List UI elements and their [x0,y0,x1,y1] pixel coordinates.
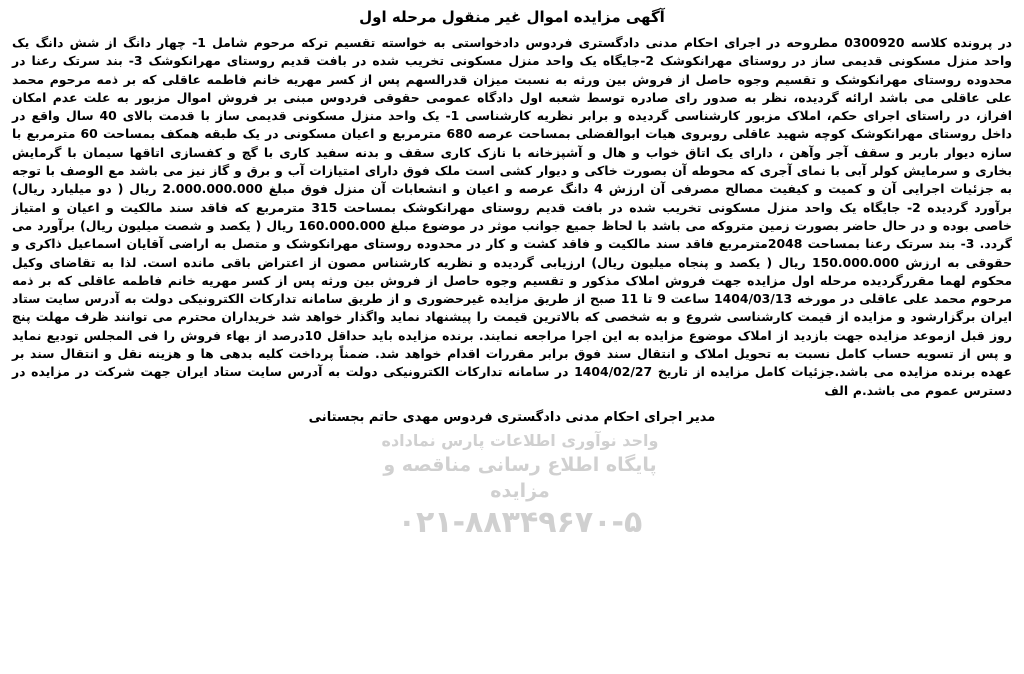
signature-line: مدیر اجرای احکام مدنی دادگستری فردوس مهدی حاتم بجستانی [308,409,716,425]
announcement-title: آگهی مزایده اموال غیر منقول مرحله اول [359,8,665,26]
watermark-brand: واحد نوآوری اطلاعات پارس نماداده [381,431,659,450]
watermark-phone: ۰۲۱-۸۸۳۴۹۶۷۰-۵ [397,505,643,540]
watermark-tagline: پایگاه اطلاع رسانی مناقصه و مزایده [383,454,657,502]
announcement-body: در پرونده کلاسه 0300920 مطروحه در اجرای احکام مدنی دادگستری فردوس دادخواستی به خواسته تقسیم ترکه مرحوم شامل 1- چهار دانگ از شش دانگ یک واحد منزل مسکونی قدیمی ساز در روستای مهرانکوشک 2-جایگاه یک واحد منزل مسکونی تخریب شده در بافت قدیم روستای مهرانکوشک 3- بند سرتک رعنا در محدوده روستای مهرانکوشک و تقسیم وجوه حاصل از فروش بین ورثه به نسبت میزان قدرالسهم پس از کسر مهریه خانم فاطمه عاقلی که بر ذمه مرحوم محمد علی عاقلی می باشد ارائه گردیده، نظر به صدور رای صادره توسط شعبه اول دادگاه عمومی حقوقی فردوس مبنی بر فروش اموال مزبور به علت عدم امکان افراز، در راستای اجرای حکم، املاک مزبور کارشناسی گردیده و برابر نظریه کارشناسی 1- یک واحد منزل مسکونی قدیمی ساز با قدمت بالای 40 سال واقع در داخل روستای مهرانکوشک کوچه شهید عاقلی روبروی هیات ابوالفضلی بمساحت عرصه 680 مترمربع و اعیان مسکونی در یک طبقه همکف بمساحت 60 مترمربع با سازه دیوار باربر و سقف آجر وآهن ، دارای یک اتاق خواب و هال و آشپزخانه با نازک کاری سقف و بدنه سفید کاری با گچ و کفسازی اتاقها سیمان با گرمایش بخاری و سرمایش کولر آبی با نمای آجری که محوطه آن بصورت خاکی و دیوار کشی است ملک فوق دارای امتیازات آب و برق و گاز نیز می باشد مع الوصف با توجه به جزئیات اجرایی آن و کمیت و کیفیت مصالح مصرفی آن ارزش 4 دانگ عرصه و اعیان و انشعابات آن منزل فوق مبلغ 2.000.000.000 ریال ( دو میلیارد ریال) برآورد گردیده 2- جایگاه یک واحد منزل مسکونی تخریب شده در بافت قدیم روستای مهرانکوشک بمساحت 315 مترمربع که فاقد سند مالکیت و اعیان و امتیاز خاصی بوده و در حال حاضر بصورت زمین متروکه می باشد با لحاظ جمیع جوانب موثر در موضوع مبلغ 160.000.000 ریال ( یکصد و شصت میلیون ریال) برآورد می گردد. 3- بند سرتک رعنا بمساحت 2048مترمربع فاقد سند مالکیت و فاقد کشت و کار در محدوده روستای مهرانکوشک و متصل به اراضی آقایان اسماعیل ذاکری و حقوقی به ارزش 150.000.000 ریال ( یکصد و پنجاه میلیون ریال) ارزیابی گردیده و نظریه کارشناس مصون از اعتراض باقی مانده است. لذا به تقاضای وکیل محکوم لهما مقررگردیده مرحله اول مزایده جهت فروش املاک مذکور و تقسیم وجوه حاصل از فروش بین ورثه پس از کسر مهریه خانم فاطمه عاقلی که بر ذمه مرحوم محمد علی عاقلی در مورخه 1404/03/13 ساعت 9 تا 11 صبح از طریق مزایده غیرحضوری و از طریق سامانه تدارکات الکترونیکی دولت به آدرس سایت ستاد ایران برگزارشود و مزایده از قیمت کارشناسی شروع و به شخصی که بالاترین قیمت را پیشنهاد نماید واگذار خواهد شد خریداران محترم می توانند ظرف مهلت پنج روز قبل ازموعد مزایده جهت بازدید از املاک موضوع مزایده به این اجرا مراجعه نمایند. برنده مزایده باید حداقل 10درصد از بهاء فروش را فی المجلس تودیع نماید و پس از تسویه حساب کامل نسبت به تحویل املاک و انتقال سند فوق برابر مقررات اقدام خواهد شد. ضمناً پرداخت کلیه بدهی ها و هزینه نقل و انتقال سند بر عهده برنده مزایده می باشد.جزئیات کامل مزایده از تاریخ 1404/02/27 در سامانه تدارکات الکترونیکی دولت به آدرس سایت ستاد ایران جهت شرکت در مزایده در دسترس عموم می باشد.م الف [12,35,1013,398]
